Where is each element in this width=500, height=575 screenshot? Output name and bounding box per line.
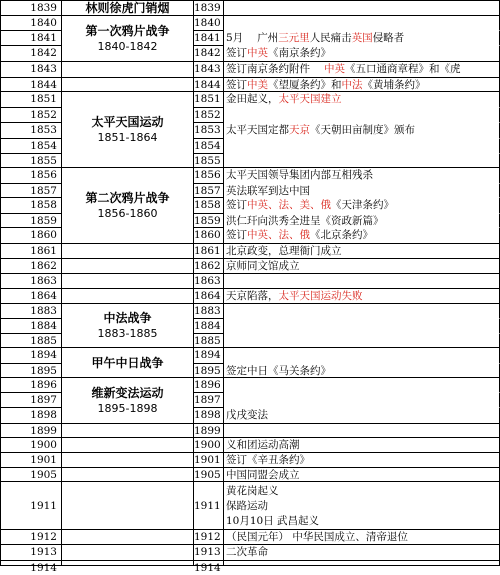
event-name: 林则徐虎门销烟 (85, 1, 170, 15)
year-left: 1896 (0, 378, 62, 393)
event-period: 1856-1860 (97, 207, 158, 220)
event-text: 签订 (226, 229, 247, 241)
event-cell (224, 545, 500, 561)
year-mid: 1884 (194, 319, 224, 334)
year-left: 1860 (0, 228, 62, 244)
event-cell (224, 468, 500, 482)
year-left: 1885 (0, 334, 62, 348)
event-cell (224, 561, 500, 566)
event-text: 英法联军到达中国 (226, 185, 310, 197)
event-text: 京师同文馆成立 (226, 260, 300, 272)
event-name-box (62, 168, 194, 244)
event-text: 中国同盟会成立 (226, 469, 300, 481)
year-mid: 1852 (194, 108, 224, 123)
year-mid: 1900 (194, 438, 224, 453)
year-mid: 1905 (194, 468, 224, 482)
event-cell (224, 453, 500, 468)
year-left: 1839 (0, 0, 62, 16)
event-text: 签订《辛丑条约》 (226, 454, 310, 466)
event-text: 《天津条约》 (331, 199, 394, 211)
event-text: 签定中日《马关条约》 (226, 365, 331, 377)
event-text: 二次革命 (226, 546, 268, 558)
event-text: 《北京条约》 (310, 229, 373, 241)
year-mid: 1895 (194, 364, 224, 378)
event-text: 5月 (226, 32, 244, 44)
empty-event-name-cell (62, 289, 194, 304)
event-name-box (62, 0, 194, 16)
event-name: 第一次鸦片战争 (85, 24, 170, 38)
event-text: 戊戌变法 (226, 409, 268, 421)
event-cell (224, 62, 500, 78)
year-left: 1841 (0, 31, 62, 46)
event-cell (224, 123, 500, 139)
year-left: 1863 (0, 274, 62, 289)
year-left: 1911 (0, 482, 62, 530)
event-cell (224, 0, 500, 16)
event-text: 《五口通商章程》和《虎 (345, 63, 461, 75)
year-left: 1858 (0, 198, 62, 214)
empty-event-name-cell (62, 438, 194, 453)
empty-event-name-cell (62, 545, 194, 561)
event-name-box (62, 92, 194, 168)
event-line: 黄花岗起义 (226, 485, 279, 497)
event-highlight: 中美 (247, 79, 268, 91)
event-text: 《望厦条约》和 (268, 79, 342, 91)
empty-event-name-cell (62, 274, 194, 289)
event-text: 太平天国领导集团内部互相残杀 (226, 169, 373, 181)
empty-event-name-cell (62, 482, 194, 530)
event-text: 义和团运动高潮 (226, 439, 300, 451)
event-cell (224, 16, 500, 31)
event-cell (224, 259, 500, 274)
year-left: 1864 (0, 289, 62, 304)
event-highlight: 英国 (351, 32, 373, 44)
year-mid: 1854 (194, 139, 224, 154)
year-left: 1851 (0, 92, 62, 108)
event-text: （民国元年） 中华民国成立、清帝退位 (226, 531, 408, 543)
event-name: 第二次鸦片战争 (85, 191, 170, 205)
event-text: 洪仁玕向洪秀全进呈《资政新篇》 (226, 215, 384, 227)
event-name: 太平天国运动 (91, 115, 164, 129)
event-highlight: 中英、法、美、俄 (247, 199, 331, 211)
event-period: 1895-1898 (97, 402, 158, 415)
year-mid: 1863 (194, 274, 224, 289)
event-text: 签订 (226, 47, 247, 59)
year-mid: 1853 (194, 123, 224, 139)
event-name-box (62, 378, 194, 424)
event-cell (224, 319, 500, 334)
event-name: 维新变法运动 (91, 386, 164, 400)
year-mid: 1860 (194, 228, 224, 244)
event-period: 1840-1842 (97, 40, 158, 53)
empty-event-name-cell (62, 424, 194, 438)
event-highlight: 太平天国建立 (278, 93, 342, 105)
empty-event-name-cell (62, 453, 194, 468)
year-left: 1914 (0, 561, 62, 566)
year-left: 1862 (0, 259, 62, 274)
event-text: 签订南京条约附件 (226, 63, 310, 75)
year-mid: 1883 (194, 304, 224, 319)
year-left: 1854 (0, 139, 62, 154)
year-mid: 1912 (194, 530, 224, 545)
year-left: 1856 (0, 168, 62, 184)
year-left: 1853 (0, 123, 62, 139)
year-mid: 1842 (194, 46, 224, 62)
year-mid: 1913 (194, 545, 224, 561)
year-mid: 1857 (194, 184, 224, 198)
year-mid: 1862 (194, 259, 224, 274)
event-cell (224, 139, 500, 154)
event-name-box (62, 304, 194, 348)
year-left: 1842 (0, 46, 62, 62)
event-cell (224, 438, 500, 453)
year-left: 1900 (0, 438, 62, 453)
event-highlight: 中英、法、俄 (247, 229, 310, 241)
event-highlight: 中法 (341, 79, 363, 91)
event-cell (224, 482, 500, 530)
year-left: 1897 (0, 393, 62, 408)
year-mid: 1894 (194, 348, 224, 364)
event-name: 甲午中日战争 (91, 355, 164, 370)
year-mid: 1896 (194, 378, 224, 393)
year-left: 1855 (0, 154, 62, 168)
event-line: 保路运动 (226, 500, 268, 512)
year-mid: 1914 (194, 561, 224, 566)
event-highlight: 三元里 (278, 32, 310, 44)
event-cell (224, 274, 500, 289)
event-name-box (62, 16, 194, 62)
year-left: 1894 (0, 348, 62, 364)
year-mid: 1899 (194, 424, 224, 438)
year-mid: 1843 (194, 62, 224, 78)
event-cell (224, 393, 500, 408)
year-mid: 1911 (194, 482, 224, 530)
event-name: 中法战争 (103, 311, 152, 325)
year-left: 1899 (0, 424, 62, 438)
event-highlight: 天京 (289, 124, 310, 136)
empty-event-name-cell (62, 530, 194, 545)
event-text: 人民痛击 (309, 32, 352, 44)
event-cell (224, 424, 500, 438)
year-mid: 1885 (194, 334, 224, 348)
year-mid: 1841 (194, 31, 224, 46)
empty-event-name-cell (62, 62, 194, 78)
event-cell (224, 348, 500, 364)
event-cell (224, 214, 500, 228)
year-left: 1859 (0, 214, 62, 228)
year-left: 1901 (0, 453, 62, 468)
event-cell (224, 289, 500, 304)
event-cell (224, 198, 500, 214)
year-left: 1898 (0, 408, 62, 424)
year-mid: 1897 (194, 393, 224, 408)
year-left: 1861 (0, 244, 62, 259)
event-cell (224, 184, 500, 198)
year-left: 1895 (0, 364, 62, 378)
event-text: 天京陷落， (226, 290, 279, 302)
event-cell (224, 154, 500, 168)
empty-event-name-cell (62, 468, 194, 482)
year-left: 1844 (0, 78, 62, 92)
year-left: 1884 (0, 319, 62, 334)
year-left: 1905 (0, 468, 62, 482)
empty-event-name-cell (62, 244, 194, 259)
event-cell (224, 228, 500, 244)
event-cell (224, 108, 500, 123)
empty-event-name-cell (62, 78, 194, 92)
year-mid: 1861 (194, 244, 224, 259)
empty-event-name-cell (62, 259, 194, 274)
year-left: 1857 (0, 184, 62, 198)
year-mid: 1839 (194, 0, 224, 16)
year-mid: 1840 (194, 16, 224, 31)
event-period: 1883-1885 (97, 327, 158, 340)
year-left: 1840 (0, 16, 62, 31)
year-left: 1912 (0, 530, 62, 545)
event-name-box (62, 348, 194, 378)
event-cell (224, 244, 500, 259)
year-left: 1852 (0, 108, 62, 123)
event-cell (224, 378, 500, 393)
year-mid: 1901 (194, 453, 224, 468)
event-highlight: 中英 (324, 63, 345, 75)
event-text: 太平天国定都 (226, 124, 289, 136)
event-text: 侵略者 (372, 32, 405, 44)
event-cell (224, 46, 500, 62)
event-text: 签订 (226, 79, 247, 91)
year-mid: 1856 (194, 168, 224, 184)
event-line: 10月10日 武昌起义 (226, 515, 320, 527)
event-period: 1851-1864 (97, 131, 158, 144)
empty-event-name-cell (62, 561, 194, 566)
event-cell (224, 408, 500, 424)
year-left: 1913 (0, 545, 62, 561)
event-cell (224, 334, 500, 348)
event-cell (224, 168, 500, 184)
event-text: 《黄埔条约》 (362, 79, 426, 91)
event-text: 广州 (257, 32, 279, 44)
event-cell (224, 530, 500, 545)
year-mid: 1858 (194, 198, 224, 214)
year-mid: 1851 (194, 92, 224, 108)
event-text: 金田起义， (226, 93, 279, 105)
event-cell (224, 78, 500, 92)
event-cell (224, 364, 500, 378)
event-text: 《南京条约》 (268, 47, 331, 59)
event-highlight: 中英 (247, 47, 268, 59)
event-cell (224, 304, 500, 319)
event-text: 《天朝田亩制度》颁布 (310, 124, 415, 136)
year-mid: 1844 (194, 78, 224, 92)
event-cell (224, 92, 500, 108)
year-mid: 1859 (194, 214, 224, 228)
year-mid: 1898 (194, 408, 224, 424)
event-text: 签订 (226, 199, 247, 211)
year-left: 1883 (0, 304, 62, 319)
event-text: 北京政变，总理衙门成立 (226, 245, 342, 257)
event-cell (224, 31, 500, 46)
year-mid: 1864 (194, 289, 224, 304)
year-left: 1843 (0, 62, 62, 78)
year-mid: 1855 (194, 154, 224, 168)
event-highlight: 太平天国运动失败 (278, 290, 363, 302)
